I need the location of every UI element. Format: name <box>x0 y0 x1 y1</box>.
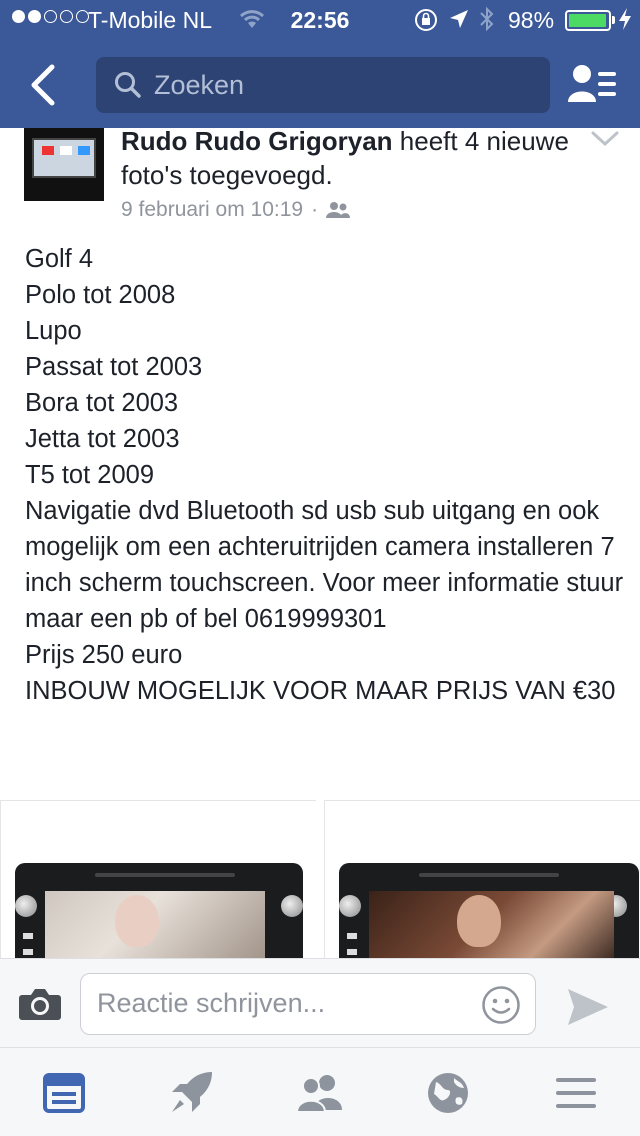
car-radio-image <box>15 863 303 960</box>
meta-separator: · <box>311 198 319 221</box>
search-placeholder: Zoeken <box>154 70 245 100</box>
author-avatar[interactable] <box>24 128 104 201</box>
back-button[interactable] <box>24 62 64 108</box>
news-feed-icon[interactable] <box>40 1070 88 1116</box>
chevron-down-icon[interactable] <box>590 130 620 148</box>
photo-grid <box>0 800 640 960</box>
post-text: Golf 4 Polo tot 2008 Lupo Passat tot 2003 Bora tot 2003 Jetta tot 2003 T5 tot 2009 Navigatie dvd Bluetooth sd usb sub uitgang en ook mogelijk om een achteruitrijden camera installeren 7 inch scherm touchscreen. Voor meer informatie stuur maar een pb of bel 0619999301 Prijs 250 euro INBOUW MOGELIJK VOOR MAAR PRIJS VAN €30 <box>25 245 624 705</box>
post-meta <box>121 198 350 222</box>
location-icon <box>448 8 470 30</box>
comment-placeholder: Reactie schrijven... <box>97 988 326 1018</box>
carrier-name: T-Mobile NL <box>88 7 212 33</box>
post-timestamp[interactable]: 9 februari om 10:19 <box>121 198 304 221</box>
globe-icon[interactable] <box>424 1070 472 1116</box>
top-bar <box>0 0 640 128</box>
search-icon <box>114 71 142 99</box>
post-photo[interactable] <box>0 800 316 960</box>
rotation-lock-icon <box>414 8 438 32</box>
tab-bar <box>0 1048 640 1136</box>
camera-icon[interactable] <box>18 987 62 1021</box>
search-input[interactable] <box>96 57 550 113</box>
smiley-icon[interactable] <box>481 985 521 1025</box>
car-radio-image <box>339 863 639 960</box>
friend-requests-button[interactable] <box>566 62 618 106</box>
post-photo[interactable] <box>324 800 640 960</box>
post-action: heeft 4 nieuwe foto's toegevoegd. <box>121 126 569 190</box>
comment-bar <box>0 958 640 1048</box>
battery-icon <box>565 10 611 31</box>
comment-input[interactable] <box>80 973 536 1035</box>
bluetooth-icon <box>478 6 496 32</box>
charging-icon <box>618 7 632 31</box>
battery-percent: 98% <box>508 7 555 33</box>
author-name[interactable]: Rudo Rudo Grigoryan <box>121 126 393 156</box>
menu-icon[interactable] <box>552 1070 600 1116</box>
post-headline <box>121 124 581 192</box>
friends-icon[interactable] <box>296 1070 344 1116</box>
clock: 22:56 <box>290 7 350 33</box>
send-icon[interactable] <box>566 987 610 1027</box>
status-bar <box>0 0 640 40</box>
group-privacy-icon <box>326 201 350 219</box>
rocket-icon[interactable] <box>168 1070 216 1116</box>
